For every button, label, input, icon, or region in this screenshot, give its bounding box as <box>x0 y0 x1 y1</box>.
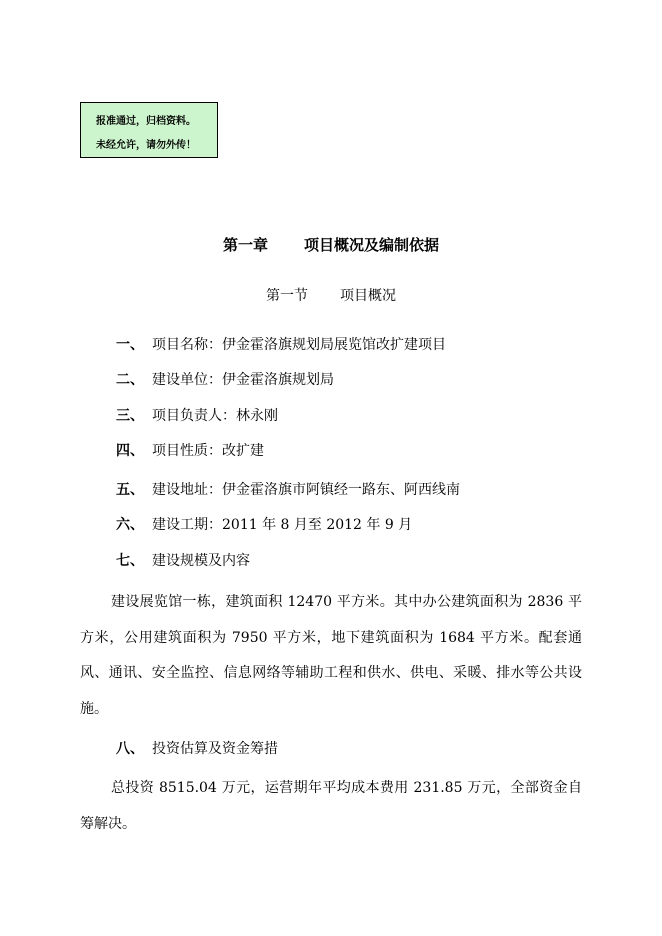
list-item-project-name <box>116 334 446 356</box>
section-title <box>0 285 662 305</box>
chapter-heading: 项目概况及编制依据 <box>304 236 440 254</box>
chapter-number: 第一章 <box>222 236 268 254</box>
item-text: 建设规模及内容 <box>152 553 250 569</box>
scale-paragraph: 建设展览馆一栋，建筑面积 12470 平方米。其中办公建筑面积为 2836 平方米，公用建筑面积为 7950 平方米，地下建筑面积为 1684 平方米。配套通风、通讯、安全监控、信息网络等辅助工程和供水、供电、采暖、排水等公共设施。 <box>80 594 582 717</box>
list-item-scale <box>116 550 250 572</box>
item-text: 建设单位：伊金霍洛旗规划局 <box>152 372 334 388</box>
item-text: 建设工期：2011 年 8 月至 2012 年 9 月 <box>152 517 413 533</box>
item-text: 项目负责人：林永刚 <box>152 408 278 424</box>
list-item-investment <box>116 738 278 760</box>
stamp-line-confidential: 未经允许，请勿外传！ <box>96 140 196 151</box>
list-item-project-nature <box>116 440 264 462</box>
item-number: 七、 <box>116 553 144 569</box>
item-number: 六、 <box>116 517 144 533</box>
item-text: 建设地址：伊金霍洛旗市阿镇经一路东、阿西线南 <box>152 482 460 498</box>
section-number: 第一节 <box>266 288 308 304</box>
list-item-builder <box>116 369 334 391</box>
item-text: 项目名称：伊金霍洛旗规划局展览馆改扩建项目 <box>152 337 446 353</box>
list-item-project-leader <box>116 405 278 427</box>
item-number: 二、 <box>116 372 144 388</box>
stamp-line-approved: 报准通过，归档资料。 <box>96 116 196 127</box>
item-text: 项目性质：改扩建 <box>152 443 264 459</box>
approval-stamp <box>80 102 218 158</box>
investment-paragraph: 总投资 8515.04 万元，运营期年平均成本费用 231.85 万元，全部资金自筹解决。 <box>80 780 582 832</box>
item-number: 五、 <box>116 482 144 498</box>
item-text: 投资估算及资金筹措 <box>152 741 278 757</box>
list-item-schedule <box>116 514 412 536</box>
item-number: 八、 <box>116 741 144 757</box>
section-heading: 项目概况 <box>340 288 396 304</box>
item-number: 四、 <box>116 443 144 459</box>
chapter-title <box>0 234 662 255</box>
list-item-address <box>116 479 460 501</box>
item-number: 三、 <box>116 408 144 424</box>
item-number: 一、 <box>116 337 144 353</box>
